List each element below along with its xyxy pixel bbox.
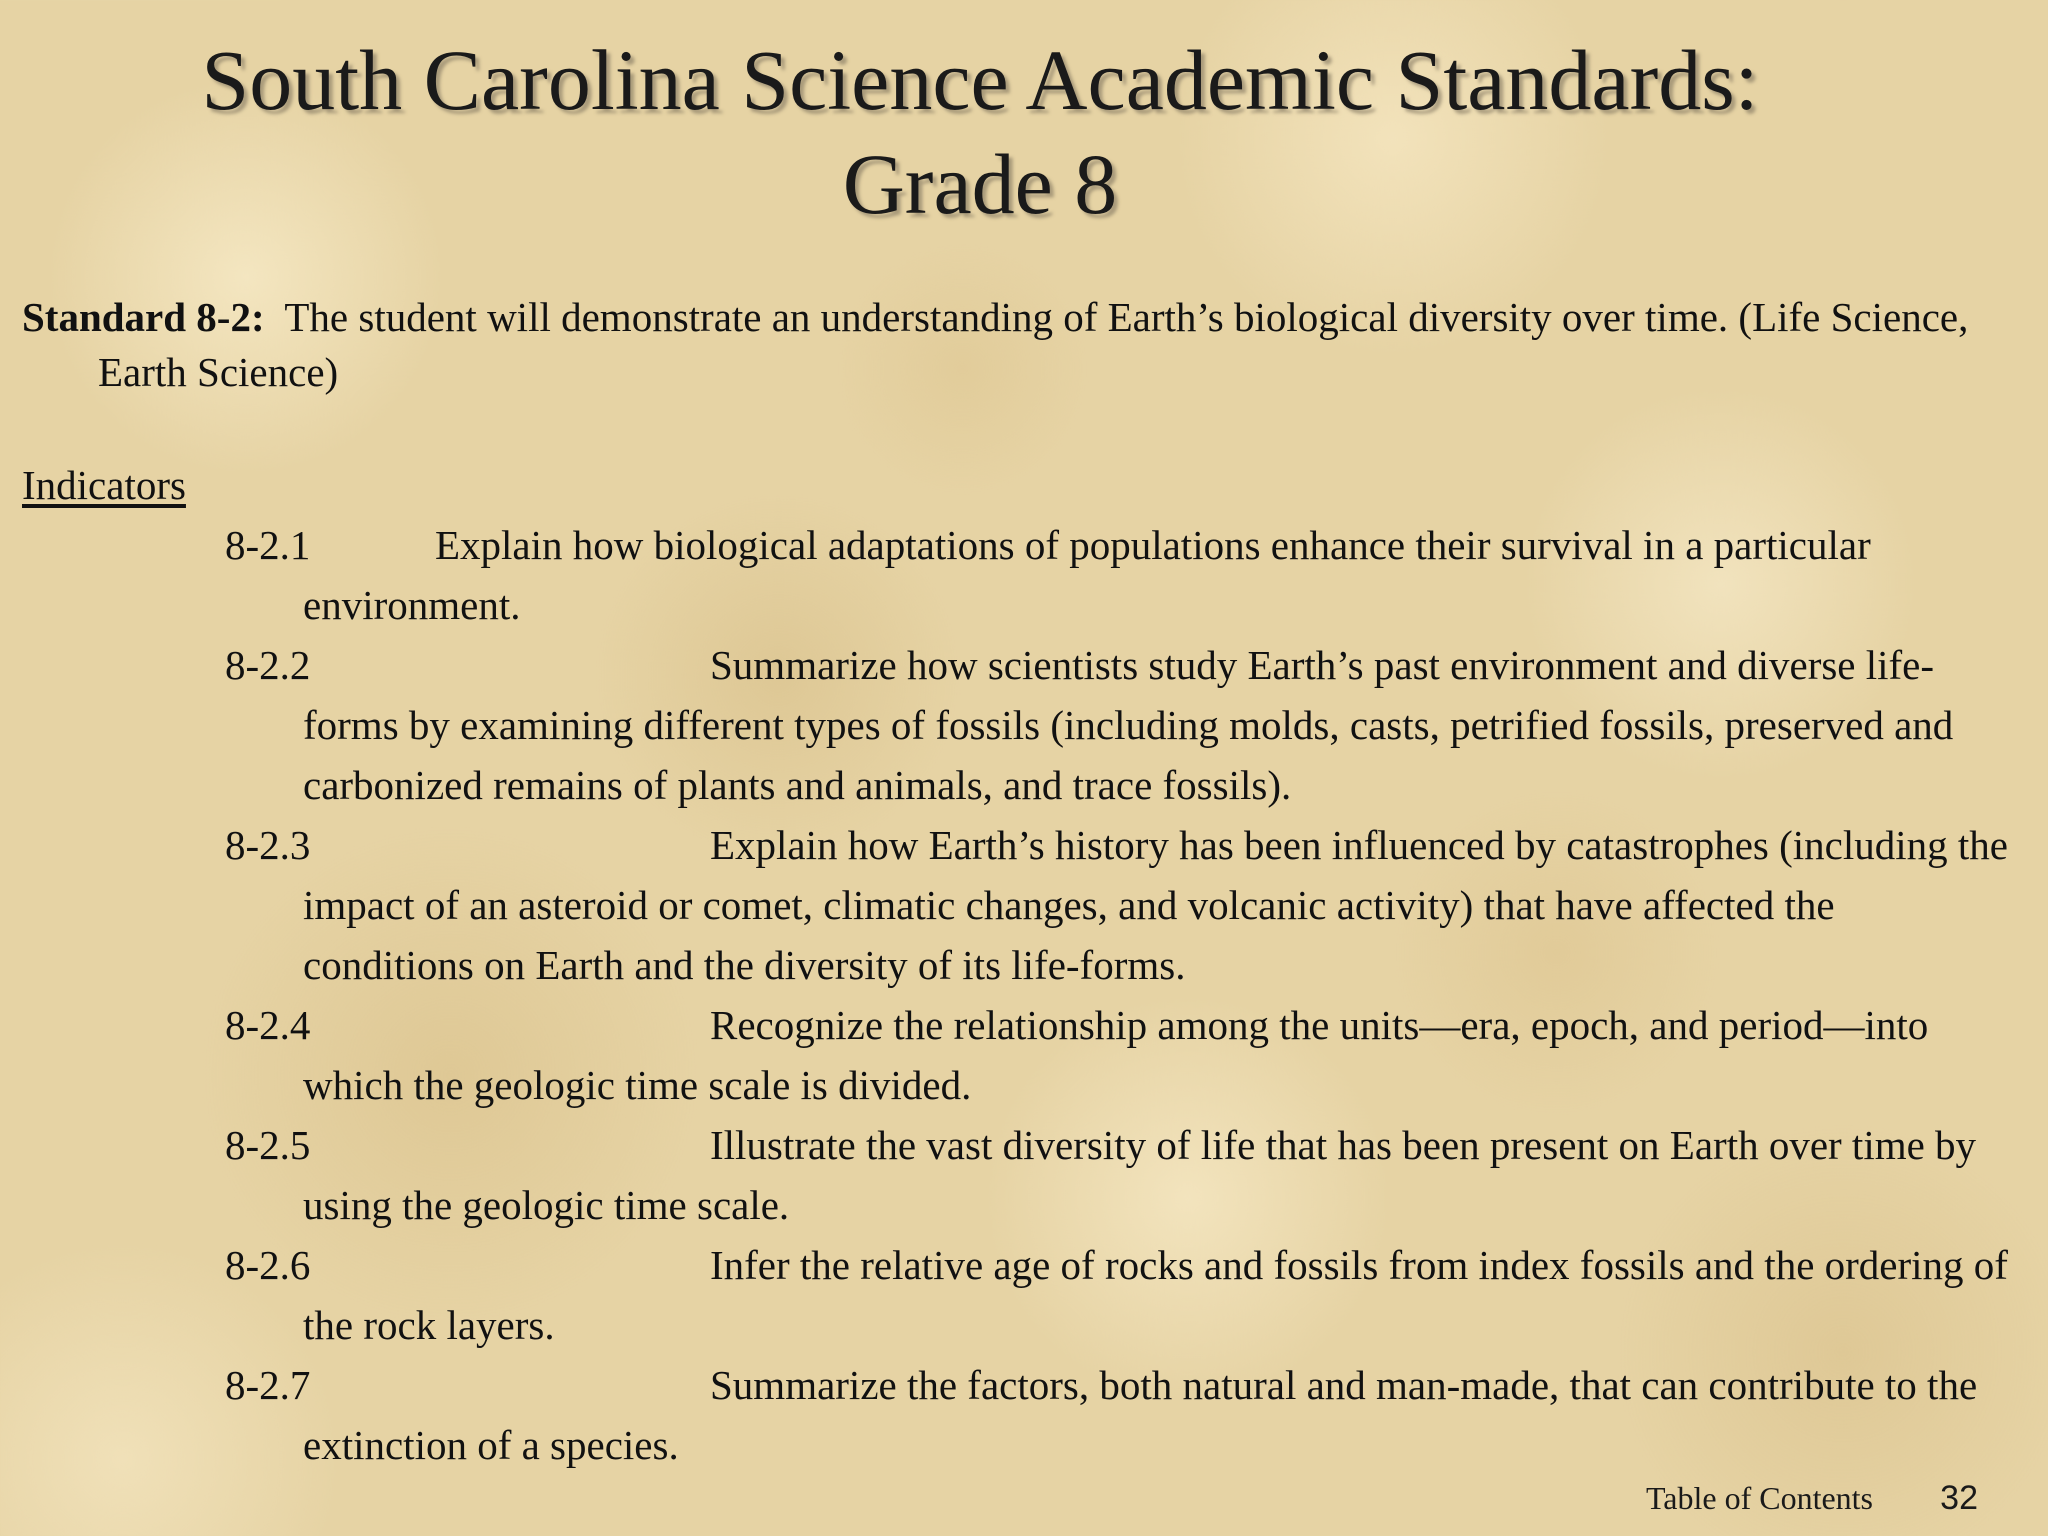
indicator-text: Recognize the relationship among the units—era, epoch, and period—into which the geologic time scale is divided.: [303, 1002, 1929, 1108]
indicators-heading: Indicators: [22, 462, 186, 508]
indicator-text: Explain how Earth’s history has been influenced by catastrophes (including the impact of an asteroid or comet, climatic changes, and volcanic activity) that have affected the conditions on Earth and the diversity of its life-forms.: [303, 822, 2008, 988]
indicator-text: Explain how biological adaptations of populations enhance their survival in a particular environment.: [303, 522, 1871, 628]
indicator-text: Infer the relative age of rocks and fossils from index fossils and the ordering of the rock layers.: [303, 1242, 2008, 1348]
indicator-list: [225, 515, 2015, 1475]
indicator-code: 8-2.2: [225, 642, 311, 688]
indicator-item: [225, 815, 2015, 995]
indicator-code: 8-2.7: [225, 1362, 311, 1408]
indicator-item: [225, 1115, 2015, 1235]
indicator-item: [225, 1235, 2015, 1355]
indicator-code: 8-2.1: [225, 522, 311, 568]
indicator-text: Summarize how scientists study Earth’s past environment and diverse life-forms by examining different types of fossils (including molds, casts, petrified fossils, preserved and carbonized remains of plants and animals, and trace fossils).: [303, 642, 1954, 808]
page-number: 32: [1940, 1479, 1978, 1517]
standard-label: Standard 8-2:: [22, 294, 265, 340]
indicator-text: Illustrate the vast diversity of life that has been present on Earth over time by using the geologic time scale.: [303, 1122, 1977, 1228]
title-line-2: Grade 8: [842, 136, 1118, 232]
indicator-item: [225, 1355, 2015, 1475]
indicator-code: 8-2.3: [225, 822, 311, 868]
standard-statement: [22, 290, 2048, 400]
indicator-text: Summarize the factors, both natural and man-made, that can contribute to the extinction of a species.: [303, 1362, 1978, 1468]
indicator-code: 8-2.4: [225, 1002, 311, 1048]
indicator-code: 8-2.5: [225, 1122, 311, 1168]
page-title: [0, 28, 1960, 236]
title-line-1: South Carolina Science Academic Standards:: [201, 32, 1759, 128]
indicator-item: [225, 995, 2015, 1115]
indicator-item: [225, 515, 2015, 635]
indicator-code: 8-2.6: [225, 1242, 311, 1288]
standard-text: The student will demonstrate an understanding of Earth’s biological diversity over time. (Life Science, Earth Science): [98, 294, 1969, 395]
indicator-item: [225, 635, 2015, 815]
table-of-contents-link[interactable]: Table of Contents: [1645, 1480, 1873, 1516]
